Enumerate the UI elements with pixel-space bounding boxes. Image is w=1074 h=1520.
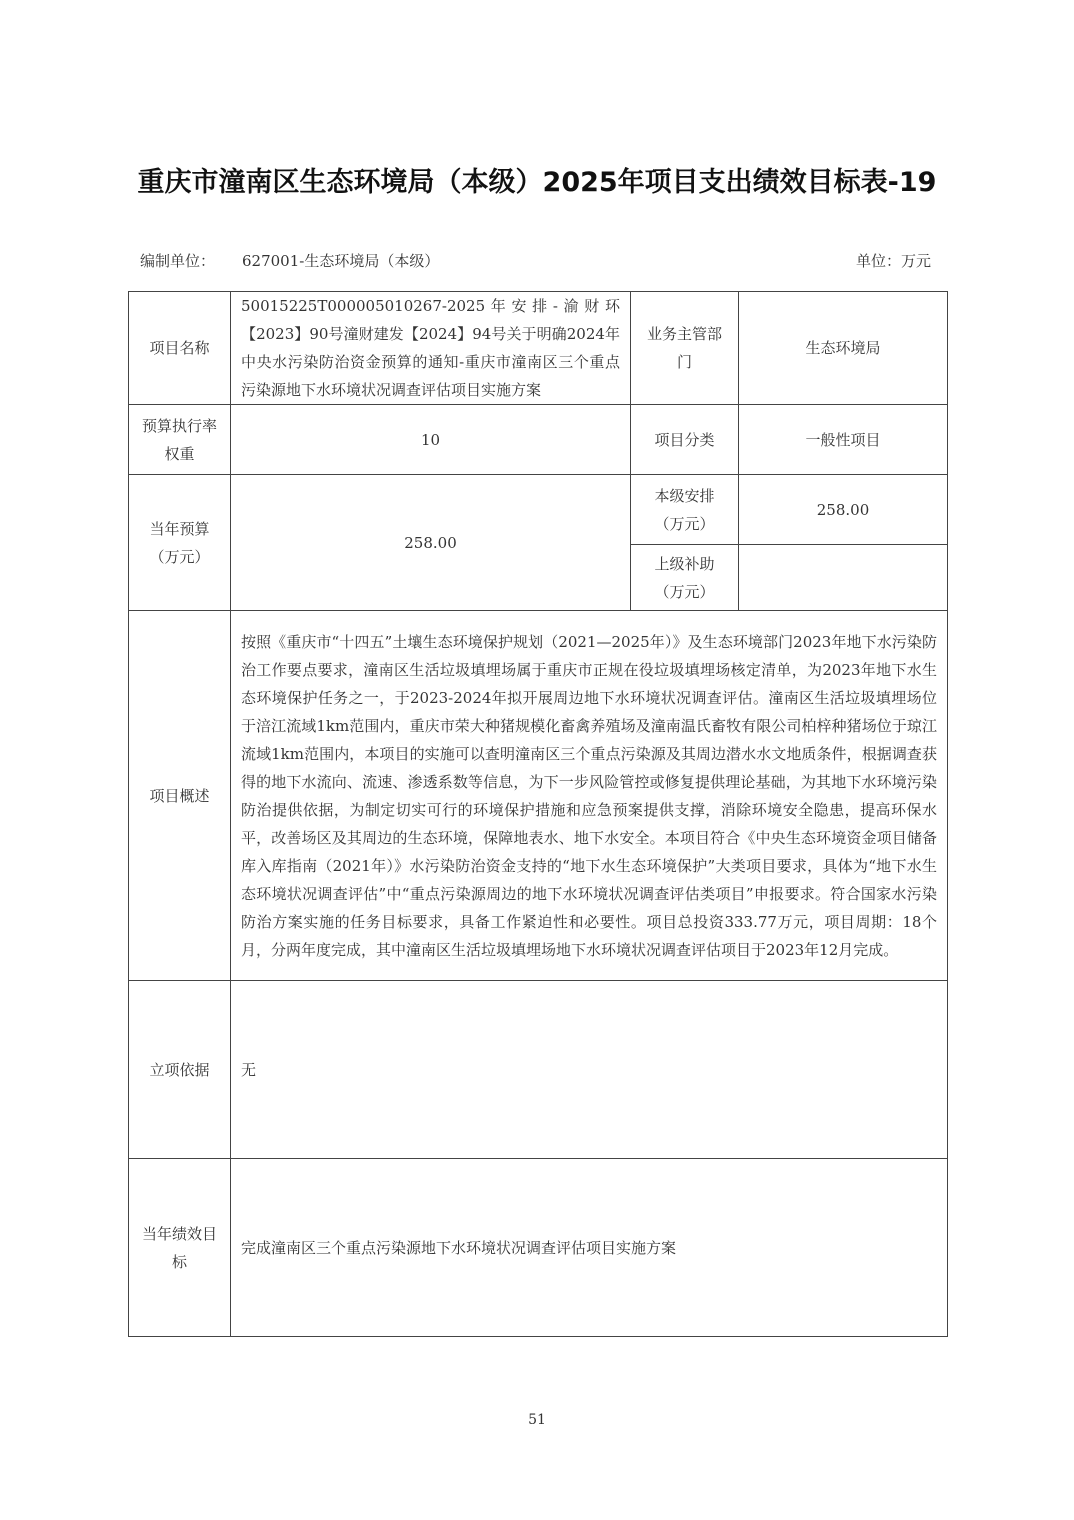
category-label: 项目分类 [631, 405, 739, 475]
page-number: 51 [528, 1412, 546, 1428]
goal-label: 当年绩效目标 [129, 1159, 231, 1337]
project-name-label: 项目名称 [129, 292, 231, 405]
budget-label: 当年预算（万元） [129, 475, 231, 611]
goal-row [129, 1159, 948, 1337]
dept-label: 业务主管部门 [631, 292, 739, 405]
budget-value: 258.00 [231, 475, 631, 611]
basis-value: 无 [231, 981, 948, 1159]
overview-text: 按照《重庆市“十四五”土壤生态环境保护规划（2021—2025年）》及生态环境部门2023年地下水污染防治工作要点要求，潼南区生活垃圾填埋场属于重庆市正规在役垃圾填埋场核定清单，为2023年地下水生态环境保护任务之一，于2023-2024年拟开展周边地下水环境状况调查评估。潼南区生活垃圾填埋场位于涪江流域1km范围内，重庆市荣大种猪规模化畜禽养殖场及潼南温氏畜牧有限公司柏梓种猪场位于琼江流域1km范围内，本项目的实施可以查明潼南区三个重点污染源及其周边潜水水文地质条件，根据调查获得的地下水流向、流速、渗透系数等信息，为下一步风险管控或修复提供理论基础，为其地下水环境污染防治提供依据，为制定切实可行的环境保护措施和应急预案提供支撑，消除环境安全隐患，提高环保水平，改善场区及其周边的生态环境，保障地表水、地下水安全。本项目符合《中央生态环境资金项目储备库入库指南（2021年）》水污染防治资金支持的“地下水生态环境保护”大类项目要求，具体为“地下水生态环境状况调查评估”中“重点污染源周边的地下水环境状况调查评估类项目”申报要求。符合国家水污染防治方案实施的任务目标要求，具备工作紧迫性和必要性。项目总投资333.77万元，项目周期：18个月，分两年度完成，其中潼南区生活垃圾填埋场地下水环境状况调查评估项目于2023年12月完成。 [231, 611, 948, 981]
upper-value [739, 545, 948, 611]
upper-label: 上级补助（万元） [631, 545, 739, 611]
currency-unit: 单位：万元 [856, 252, 932, 270]
category-value: 一般性项目 [739, 405, 948, 475]
goal-value: 完成潼南区三个重点污染源地下水环境状况调查评估项目实施方案 [231, 1159, 948, 1337]
local-label: 本级安排（万元） [631, 475, 739, 545]
overview-label: 项目概述 [129, 611, 231, 981]
budget-row [129, 475, 948, 545]
local-value: 258.00 [739, 475, 948, 545]
exec-rate-label: 预算执行率权重 [129, 405, 231, 475]
basis-label: 立项依据 [129, 981, 231, 1159]
compiling-unit-label: 编制单位： [140, 252, 216, 270]
dept-value: 生态环境局 [739, 292, 948, 405]
project-name-value: 50015225T000005010267-2025年安排-渝财环【2023】90号潼财建发【2024】94号关于明确2024年中央水污染防治资金预算的通知-重庆市潼南区三个重点污染源地下水环境状况调查评估项目实施方案 [231, 292, 631, 405]
exec-rate-row [129, 405, 948, 475]
page-title: 重庆市潼南区生态环境局（本级）2025年项目支出绩效目标表-19 [137, 167, 937, 198]
overview-row [129, 611, 948, 981]
project-name-row [129, 292, 948, 405]
basis-row [129, 981, 948, 1159]
performance-table [128, 291, 948, 1337]
exec-rate-value: 10 [231, 405, 631, 475]
compiling-unit-value: 627001-生态环境局（本级） [242, 252, 440, 270]
